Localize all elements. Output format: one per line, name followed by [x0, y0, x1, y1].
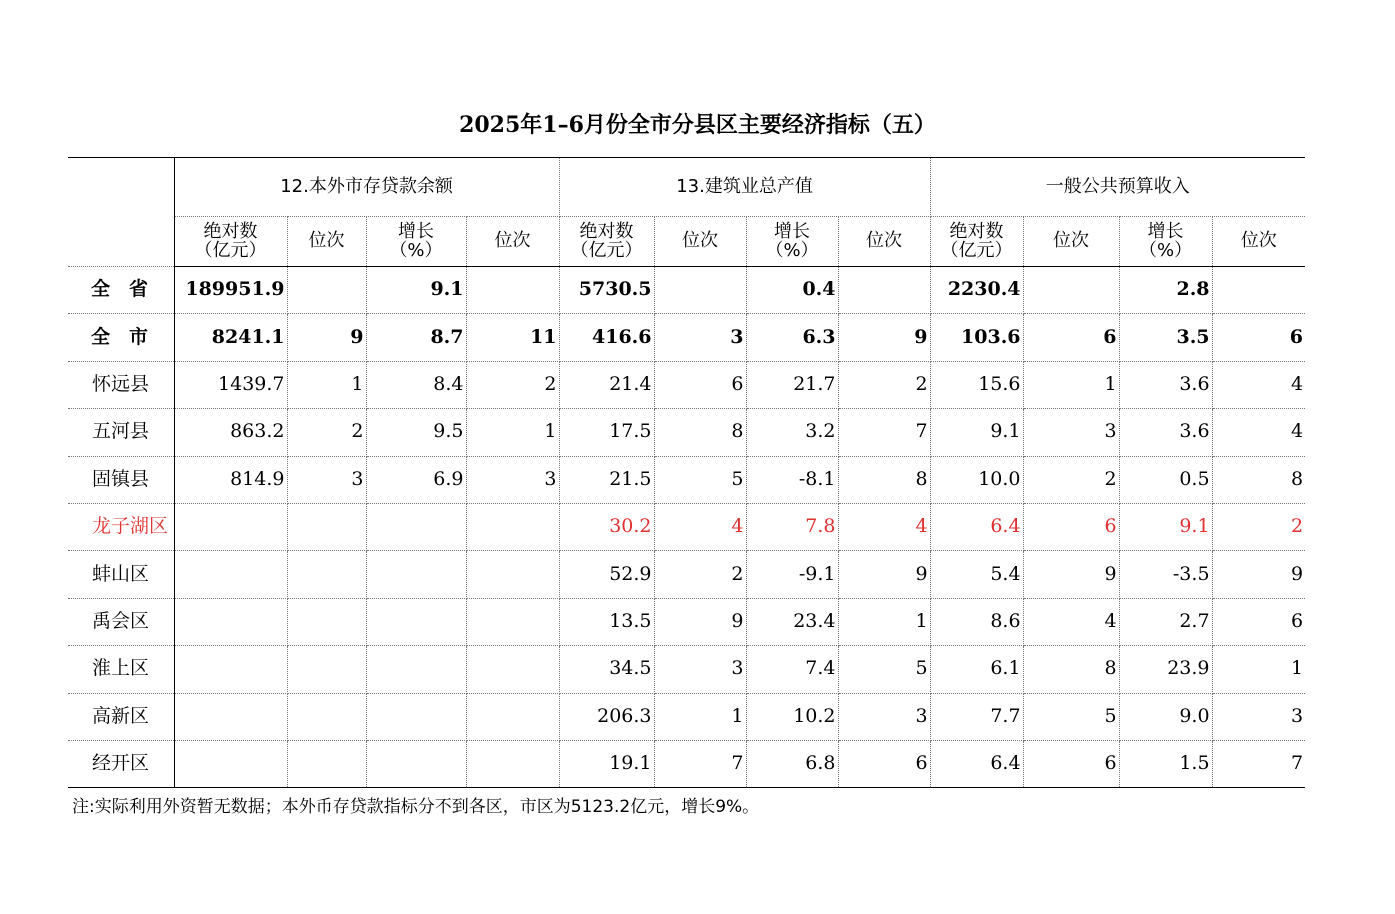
table-cell: 3.6: [1119, 361, 1212, 408]
table-cell: 9.1: [366, 267, 466, 314]
table-cell: 8241.1: [174, 314, 287, 361]
col-header-absolute: [930, 217, 1023, 267]
table-cell: 6.3: [746, 314, 838, 361]
table-cell: 7: [1212, 740, 1305, 787]
table-cell: 11: [466, 314, 559, 361]
table-cell: 8.7: [366, 314, 466, 361]
table-cell: 10.2: [746, 693, 838, 740]
row-label: 怀远县: [68, 361, 174, 408]
table-cell: [466, 740, 559, 787]
table-cell: [1212, 267, 1305, 314]
table-cell: 6.4: [930, 503, 1023, 550]
table-cell: [287, 740, 366, 787]
table-cell: 4: [1023, 598, 1119, 645]
table-cell: 2.7: [1119, 598, 1212, 645]
col-header-rank: 位次: [1023, 217, 1119, 267]
table-cell: [174, 551, 287, 598]
table-cell: 6: [654, 361, 746, 408]
table-cell: 3: [654, 314, 746, 361]
col-header-rank: 位次: [838, 217, 930, 267]
table-cell: [287, 551, 366, 598]
table-cell: 23.4: [746, 598, 838, 645]
col-header-unit: （%）: [765, 239, 819, 261]
group-header-deposits: 12.本外市存贷款余额: [174, 158, 559, 217]
table-cell: 3.5: [1119, 314, 1212, 361]
table-cell: 206.3: [559, 693, 654, 740]
table-row: [68, 361, 1305, 408]
col-header-rank: 位次: [287, 217, 366, 267]
table-cell: 9: [838, 551, 930, 598]
table-cell: 9.5: [366, 409, 466, 456]
table-cell: 21.4: [559, 361, 654, 408]
table-cell: 6: [1212, 598, 1305, 645]
table-cell: -8.1: [746, 456, 838, 503]
col-header-unit: （%）: [389, 239, 443, 261]
row-label: 高新区: [68, 693, 174, 740]
table-cell: [466, 503, 559, 550]
table-cell: 8.4: [366, 361, 466, 408]
table-cell: 3: [1212, 693, 1305, 740]
table-cell: 3: [466, 456, 559, 503]
table-cell: 2.8: [1119, 267, 1212, 314]
table-row: [68, 456, 1305, 503]
table-cell: 6.1: [930, 646, 1023, 693]
table-row: [68, 693, 1305, 740]
table-cell: 7.4: [746, 646, 838, 693]
table-cell: 8.6: [930, 598, 1023, 645]
table-cell: 4: [654, 503, 746, 550]
table-cell: -3.5: [1119, 551, 1212, 598]
table-cell: 9: [654, 598, 746, 645]
table-row: [68, 409, 1305, 456]
row-label: 淮上区: [68, 646, 174, 693]
table-cell: 6.9: [366, 456, 466, 503]
table-cell: [466, 267, 559, 314]
table-cell: 5: [838, 646, 930, 693]
table-cell: 7.7: [930, 693, 1023, 740]
table-cell: [174, 740, 287, 787]
table-cell: [287, 503, 366, 550]
table-row: [68, 503, 1305, 550]
table-cell: 19.1: [559, 740, 654, 787]
table-cell: 3: [1023, 409, 1119, 456]
table-cell: 1: [838, 598, 930, 645]
table-cell: 1.5: [1119, 740, 1212, 787]
table-cell: 7.8: [746, 503, 838, 550]
col-header-line: 增长: [398, 220, 434, 242]
table-cell: [366, 693, 466, 740]
table-cell: 1: [1212, 646, 1305, 693]
table-cell: 3: [287, 456, 366, 503]
table-cell: [174, 693, 287, 740]
col-header-unit: （亿元）: [940, 239, 1013, 261]
table-cell: 0.4: [746, 267, 838, 314]
table-cell: 6.8: [746, 740, 838, 787]
table-cell: [366, 740, 466, 787]
table-cell: 2: [1023, 456, 1119, 503]
table-cell: 3.2: [746, 409, 838, 456]
table-cell: 8: [1023, 646, 1119, 693]
table-cell: 9.1: [930, 409, 1023, 456]
table-row: [68, 551, 1305, 598]
group-header-construction: 13.建筑业总产值: [559, 158, 930, 217]
table-cell: 0.5: [1119, 456, 1212, 503]
row-label: 全 市: [68, 314, 174, 361]
table-cell: 9: [838, 314, 930, 361]
table-cell: [654, 267, 746, 314]
table-cell: 34.5: [559, 646, 654, 693]
table-cell: 21.5: [559, 456, 654, 503]
table-cell: [287, 598, 366, 645]
table-cell: [287, 267, 366, 314]
table-cell: [466, 646, 559, 693]
table-row: [68, 598, 1305, 645]
table-cell: 814.9: [174, 456, 287, 503]
table-cell: 6.4: [930, 740, 1023, 787]
table-cell: 863.2: [174, 409, 287, 456]
table-cell: 3.6: [1119, 409, 1212, 456]
table-cell: 8: [654, 409, 746, 456]
table-row: [68, 267, 1305, 314]
col-header-absolute: [559, 217, 654, 267]
table-cell: 6: [1212, 314, 1305, 361]
table-cell: 2: [287, 409, 366, 456]
table-cell: 23.9: [1119, 646, 1212, 693]
table-cell: [174, 503, 287, 550]
group-header-budget: 一般公共预算收入: [930, 158, 1305, 217]
col-header-growth: [366, 217, 466, 267]
table-row: [68, 314, 1305, 361]
col-header-rank: 位次: [1212, 217, 1305, 267]
table-cell: 1: [1023, 361, 1119, 408]
table-cell: [466, 693, 559, 740]
row-label: 五河县: [68, 409, 174, 456]
table-cell: 7: [654, 740, 746, 787]
table-cell: 9: [1212, 551, 1305, 598]
table-cell: 15.6: [930, 361, 1023, 408]
table-cell: 2: [654, 551, 746, 598]
row-label: 禹会区: [68, 598, 174, 645]
row-label: 蚌山区: [68, 551, 174, 598]
table-cell: 6: [1023, 314, 1119, 361]
table-cell: [366, 598, 466, 645]
table-cell: 3: [838, 693, 930, 740]
col-header-line: 绝对数: [203, 220, 258, 242]
table-cell: 5.4: [930, 551, 1023, 598]
table-cell: 2: [466, 361, 559, 408]
col-header-growth: [1119, 217, 1212, 267]
table-row: [68, 646, 1305, 693]
row-label: 固镇县: [68, 456, 174, 503]
table-cell: 4: [838, 503, 930, 550]
table-cell: [366, 503, 466, 550]
table-cell: 17.5: [559, 409, 654, 456]
table-cell: 1: [654, 693, 746, 740]
table-cell: [174, 598, 287, 645]
table-cell: 1: [287, 361, 366, 408]
table-cell: [366, 646, 466, 693]
col-header-line: 绝对数: [579, 220, 634, 242]
row-label: 全 省: [68, 267, 174, 314]
table-cell: 6: [838, 740, 930, 787]
table-cell: 2: [1212, 503, 1305, 550]
table-cell: 189951.9: [174, 267, 287, 314]
row-label: 经开区: [68, 740, 174, 787]
table-cell: [466, 598, 559, 645]
table-cell: [287, 693, 366, 740]
table-cell: 416.6: [559, 314, 654, 361]
table-cell: 4: [1212, 361, 1305, 408]
table-cell: 13.5: [559, 598, 654, 645]
table-cell: 8: [838, 456, 930, 503]
table-cell: 9: [1023, 551, 1119, 598]
footnote: 注:实际利用外资暂无数据；本外币存贷款指标分不到各区，市区为5123.2亿元，增长9%。: [72, 797, 760, 817]
col-header-rank: 位次: [466, 217, 559, 267]
table-cell: 4: [1212, 409, 1305, 456]
table-cell: [466, 551, 559, 598]
table-cell: 5: [1023, 693, 1119, 740]
table-cell: 6: [1023, 740, 1119, 787]
table-cell: 3: [654, 646, 746, 693]
table-cell: 103.6: [930, 314, 1023, 361]
table-cell: 9: [287, 314, 366, 361]
table-row: [68, 740, 1305, 787]
col-header-unit: （%）: [1138, 239, 1193, 261]
col-header-line: 增长: [774, 220, 811, 242]
table-cell: 52.9: [559, 551, 654, 598]
page-title: 2025年1–6月份全市分县区主要经济指标（五）: [459, 112, 936, 138]
table-cell: 5: [654, 456, 746, 503]
table-cell: 9.1: [1119, 503, 1212, 550]
table-cell: 30.2: [559, 503, 654, 550]
table-cell: 1439.7: [174, 361, 287, 408]
table-cell: 1: [466, 409, 559, 456]
table-cell: [287, 646, 366, 693]
table-cell: -9.1: [746, 551, 838, 598]
table-cell: 21.7: [746, 361, 838, 408]
table-cell: [366, 551, 466, 598]
header-stub: [68, 158, 174, 267]
table-cell: 9.0: [1119, 693, 1212, 740]
col-header-rank: 位次: [654, 217, 746, 267]
table-cell: [838, 267, 930, 314]
indicator-table: [68, 157, 1305, 788]
table-cell: 7: [838, 409, 930, 456]
col-header-line: 增长: [1147, 220, 1184, 242]
table-cell: 6: [1023, 503, 1119, 550]
table-cell: 2230.4: [930, 267, 1023, 314]
col-header-growth: [746, 217, 838, 267]
table-cell: [1023, 267, 1119, 314]
table-cell: 8: [1212, 456, 1305, 503]
table-cell: 2: [838, 361, 930, 408]
table-cell: 5730.5: [559, 267, 654, 314]
table-cell: 10.0: [930, 456, 1023, 503]
row-label: 龙子湖区: [68, 503, 174, 550]
col-header-unit: （亿元）: [194, 239, 267, 261]
table-cell: [174, 646, 287, 693]
col-header-line: 绝对数: [949, 220, 1004, 242]
col-header-unit: （亿元）: [570, 239, 643, 261]
col-header-absolute: [174, 217, 287, 267]
